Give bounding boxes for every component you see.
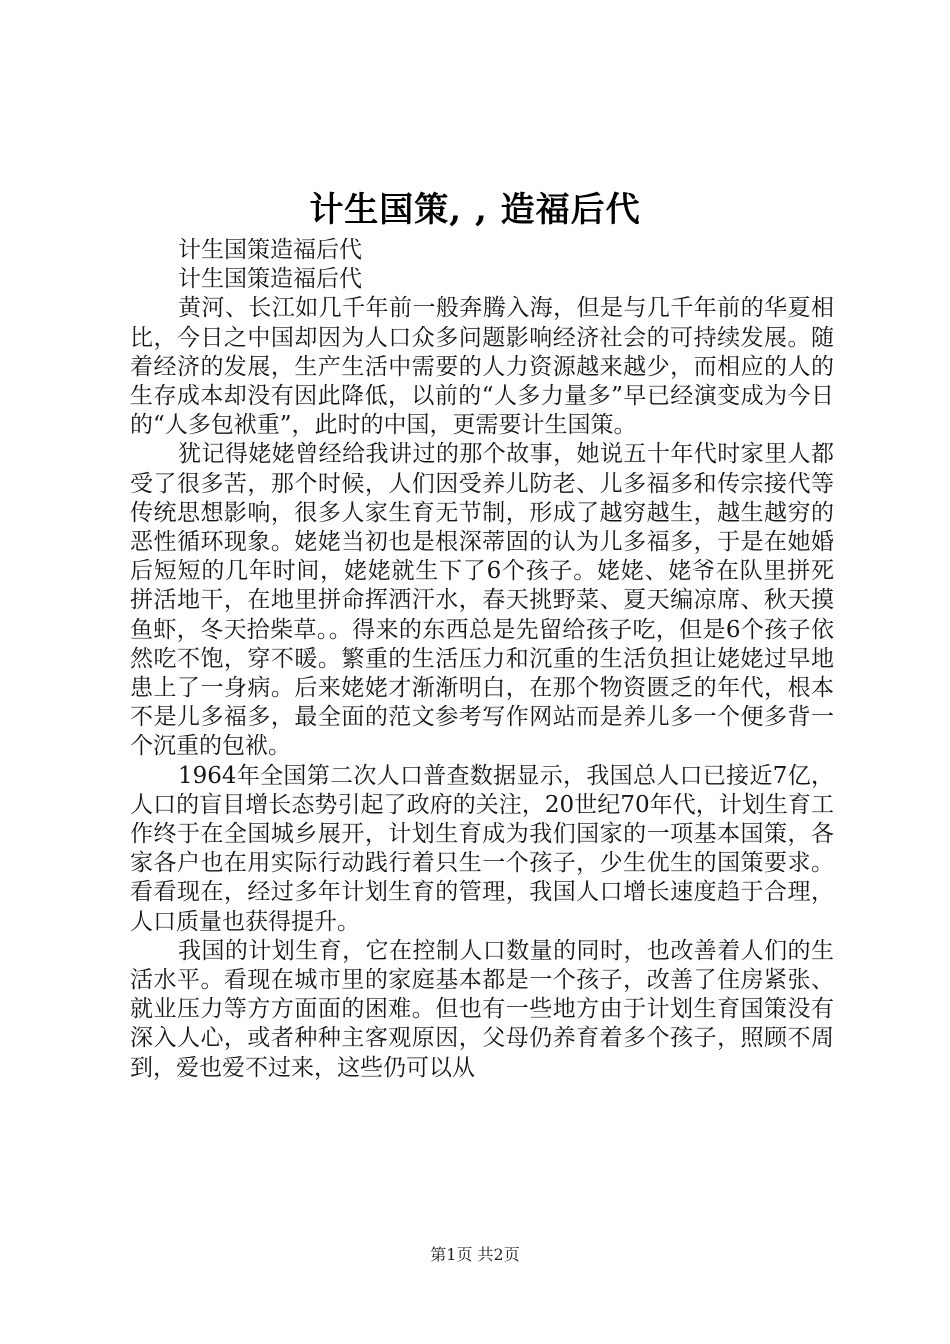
paragraph: 计生国策造福后代 [178,237,362,263]
paragraph: 计生国策造福后代 [178,266,362,293]
paragraph: 我国的计划生育，它在控制人口数量的同时，也改善着人们的生活水平。看现在城市里的家庭基本都是一个孩子，改善了住房紧张、就业压力等方方面面的困难。但也有一些地方由于计划生育国策没有深入人心，或者种种主客观原因，父母仍养育着多个孩子，照顾不周到，爱也爱不过来，这些仍可以从 [130,937,834,1081]
paragraph: 1964年全国第二次人口普查数据显示，我国总人口已接近7亿，人口的盲目增长态势引起了政府的关注，20世纪70年代，计划生育工作终于在全国城乡展开，计划生育成为我们国家的一项基本国策，各家各户也在用实际行动践行着只生一个孩子，少生优生的国策要求。看看现在，经过多年计划生育的管理，我国人口增长速度趋于合理，人口质量也获得提升。 [130,762,834,935]
paragraph: 黄河、长江如几千年前一般奔腾入海，但是与几千年前的华夏相比，今日之中国却因为人口众多问题影响经济社会的可持续发展。随着经济的发展，生产生活中需要的人力资源越来越少，而相应的人的生存成本却没有因此降低，以前的“人多力量多”早已经演变成为今日的“人多包袱重”，此时的中国，更需要计生国策。 [130,295,834,439]
paragraph: 犹记得姥姥曾经给我讲过的那个故事，她说五十年代时家里人都受了很多苦，那个时候，人们因受养儿防老、儿多福多和传宗接代等传统思想影响，很多人家生育无节制，形成了越穷越生，越生越穷的恶性循环现象。姥姥当初也是根深蒂固的认为儿多福多，于是在她婚后短短的几年时间，姥姥就生下了6个孩子。姥姥、姥爷在队里拼死拼活地干，在地里拼命挥洒汗水，春天挑野菜、夏天编凉席、秋天摸鱼虾，冬天拾柴草。。得来的东西总是先留给孩子吃，但是6个孩子依然吃不饱，穿不暖。繁重的生活压力和沉重的生活负担让姥姥过早地患上了一身病。后来姥姥才渐渐明白，在那个物资匮乏的年代，根本不是儿多福多，最全面的范文参考写作网站而是养儿多一个便多背一个沉重的包袱。 [130,441,834,760]
page-number-footer: 第1页 共2页 [430,1245,520,1264]
document-body [130,236,834,1083]
document-title: 计生国策, , 造福后代 [309,190,641,230]
